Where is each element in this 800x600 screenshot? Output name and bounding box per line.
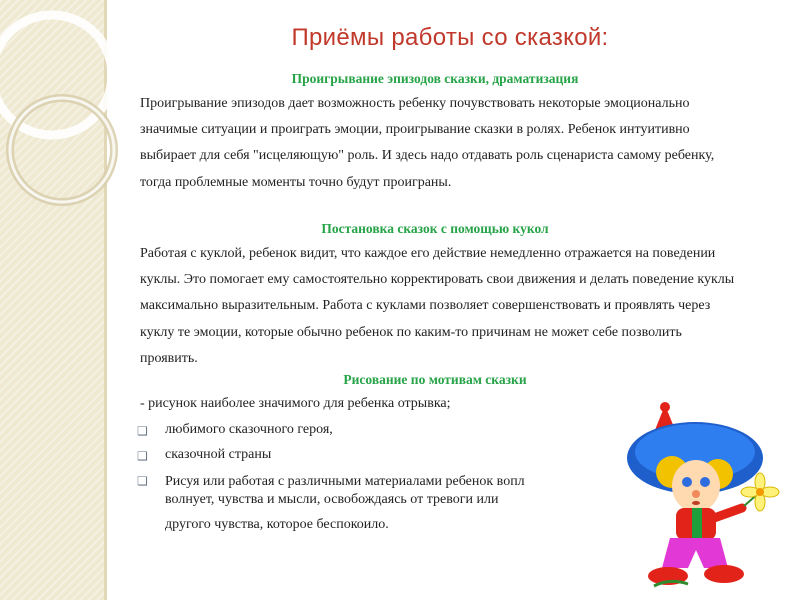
section-heading-dramatization: Проигрывание эпизодов сказки, драматизация (291, 71, 579, 86)
decorative-rings-icon (0, 0, 140, 240)
bullet-item-hero: любимого сказочного героя, (165, 422, 333, 437)
page-title: Приёмы работы со сказкой: (291, 24, 609, 51)
bullet-item-materials: Рисуя или работая с различными материалами ребенок вопл (165, 474, 525, 489)
section-heading-puppets: Постановка сказок с помощью кукол (321, 221, 549, 236)
paragraph-dramatization: Проигрывание эпизодов дает возможность ребенку почувствовать некоторые эмоционально значимые ситуации и проиграть эмоции, проигрывание сказки в ролях. Ребенок интуитивно выбирает для себя "исцеляющую" роль. И здесь надо отдавать роль сценариста самому ребенку, тогда проблемные моменты точно будут проиграны. (140, 96, 715, 190)
bullet-final-line: другого чувства, которое беспокоило. (165, 517, 389, 532)
section-heading-drawing: Рисование по мотивам сказки (343, 372, 527, 387)
check-marker-icon: ❑ (137, 474, 148, 488)
check-marker-icon: ❑ (137, 449, 148, 463)
paragraph-puppets: Работая с куклой, ребенок видит, что каждое его действие немедленно отражается на поведении куклы. Это помогает ему самостоятельно корректировать свои движения и делать поведение куклы максимально выразительным. Работа с куклами позволяет совершенствовать и проявлять через куклу те эмоции, которые обычно ребенок по каким-то причинам не может себе позволить проявить. (140, 246, 735, 366)
dash-list-item: - рисунок наиболее значимого для ребенка отрывка; (140, 396, 451, 411)
bullet-continuation: волнует, чувства и мысли, освобождаясь от тревоги или (165, 492, 499, 507)
clown-illustration (610, 400, 795, 595)
check-marker-icon: ❑ (137, 424, 148, 438)
bullet-item-land: сказочной страны (165, 447, 272, 462)
